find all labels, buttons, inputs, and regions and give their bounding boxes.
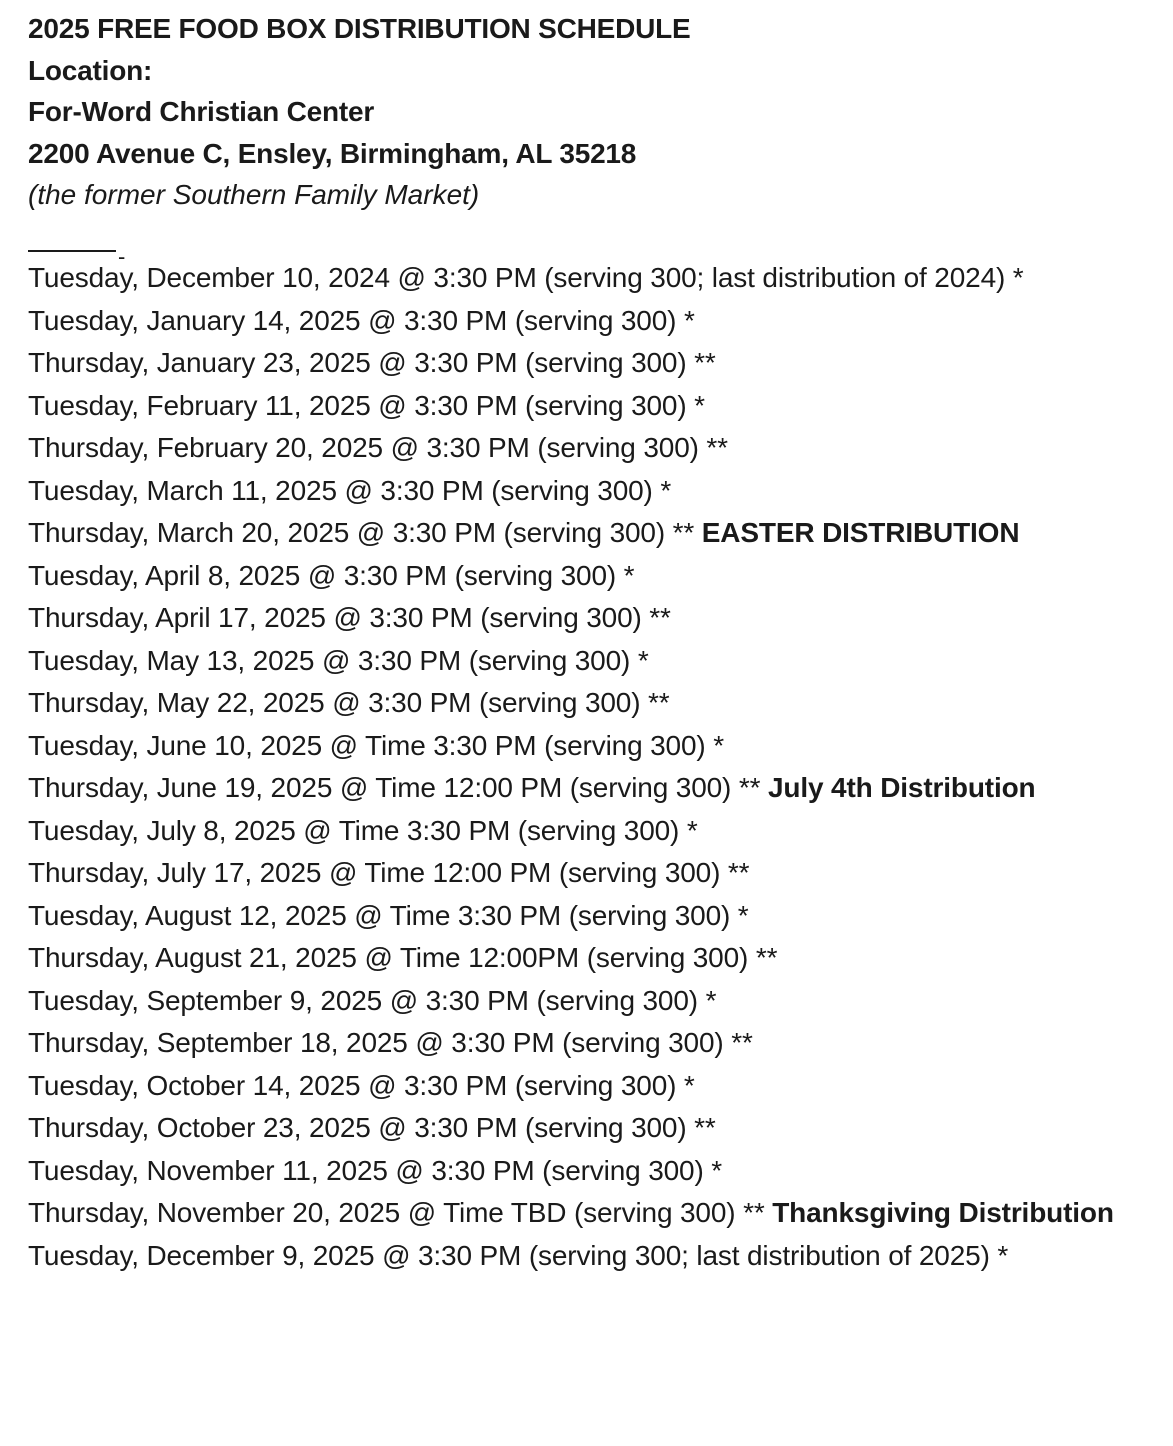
- distribution-list: [28, 257, 1170, 1277]
- venue-address: 2200 Avenue C, Ensley, Birmingham, AL 35218: [28, 137, 637, 169]
- distribution-entry: [28, 810, 1170, 853]
- separator-rule: [28, 216, 1170, 269]
- distribution-entry: [28, 512, 1170, 555]
- entry-date-text: Tuesday, September 9, 2025 @ 3:30 PM (serving 300) *: [28, 984, 717, 1016]
- entry-date-text: Tuesday, April 8, 2025 @ 3:30 PM (serving 300) *: [28, 559, 635, 591]
- entry-date-text: Tuesday, December 10, 2024 @ 3:30 PM (serving 300; last distribution of 2024) *: [28, 262, 1024, 293]
- entry-date-text: Tuesday, June 10, 2025 @ Time 3:30 PM (serving 300) *: [28, 729, 724, 761]
- distribution-entry: [28, 895, 1170, 938]
- distribution-entry: [28, 257, 1170, 300]
- entry-date-text: Tuesday, November 11, 2025 @ 3:30 PM (serving 300) *: [28, 1154, 723, 1186]
- distribution-entry: [28, 1192, 1170, 1235]
- venue-name: For-Word Christian Center: [28, 96, 375, 127]
- distribution-entry: [28, 767, 1170, 810]
- entry-date-text: Thursday, November 20, 2025 @ Time TBD (serving 300) **: [28, 1197, 765, 1228]
- distribution-entry: [28, 385, 1170, 428]
- distribution-entry: [28, 725, 1170, 768]
- entry-date-text: Tuesday, July 8, 2025 @ Time 3:30 PM (serving 300) *: [28, 814, 698, 846]
- distribution-entry: [28, 980, 1170, 1023]
- schedule-document: [28, 8, 1170, 1277]
- entry-date-text: Tuesday, February 11, 2025 @ 3:30 PM (serving 300) *: [28, 389, 705, 421]
- distribution-entry: [28, 427, 1170, 470]
- venue-former-name: (the former Southern Family Market): [28, 179, 480, 210]
- entry-date-text: Tuesday, December 9, 2025 @ 3:30 PM (serving 300; last distribution of 2025) *: [28, 1239, 1009, 1271]
- entry-date-text: Thursday, February 20, 2025 @ 3:30 PM (serving 300) **: [28, 432, 728, 463]
- entry-date-text: Thursday, January 23, 2025 @ 3:30 PM (serving 300) **: [28, 347, 716, 378]
- entry-date-text: Tuesday, August 12, 2025 @ Time 3:30 PM (serving 300) *: [28, 899, 749, 931]
- entry-date-text: Tuesday, March 11, 2025 @ 3:30 PM (serving 300) *: [28, 474, 672, 506]
- entry-date-text: Thursday, May 22, 2025 @ 3:30 PM (serving 300) **: [28, 687, 670, 718]
- distribution-entry: [28, 1150, 1170, 1193]
- entry-date-text: Thursday, July 17, 2025 @ Time 12:00 PM (serving 300) **: [28, 857, 750, 888]
- entry-date-text: Thursday, June 19, 2025 @ Time 12:00 PM (serving 300) **: [28, 772, 761, 803]
- distribution-entry: [28, 597, 1170, 640]
- entry-date-text: Thursday, April 17, 2025 @ 3:30 PM (serving 300) **: [28, 602, 671, 633]
- schedule-title: 2025 FREE FOOD BOX DISTRIBUTION SCHEDULE: [28, 13, 691, 44]
- location-label: Location:: [28, 54, 153, 86]
- separator-line: [28, 250, 116, 252]
- entry-date-text: Thursday, October 23, 2025 @ 3:30 PM (serving 300) **: [28, 1112, 716, 1143]
- distribution-entry: [28, 640, 1170, 683]
- separator-mark: -: [118, 243, 126, 269]
- distribution-entry: [28, 682, 1170, 725]
- entry-special-note: Thanksgiving Distribution: [772, 1197, 1114, 1228]
- entry-date-text: Thursday, September 18, 2025 @ 3:30 PM (serving 300) **: [28, 1027, 753, 1058]
- distribution-entry: [28, 1065, 1170, 1108]
- distribution-entry: [28, 852, 1170, 895]
- entry-date-text: Thursday, March 20, 2025 @ 3:30 PM (serving 300) **: [28, 517, 695, 548]
- distribution-entry: [28, 342, 1170, 385]
- entry-special-note: EASTER DISTRIBUTION: [701, 517, 1020, 548]
- entry-date-text: Tuesday, January 14, 2025 @ 3:30 PM (serving 300) *: [28, 304, 695, 336]
- entry-date-text: Thursday, August 21, 2025 @ Time 12:00PM (serving 300) **: [28, 942, 778, 973]
- distribution-entry: [28, 555, 1170, 598]
- entry-date-text: Tuesday, October 14, 2025 @ 3:30 PM (serving 300) *: [28, 1069, 695, 1101]
- distribution-entry: [28, 470, 1170, 513]
- distribution-entry: [28, 937, 1170, 980]
- distribution-entry: [28, 1235, 1170, 1278]
- distribution-entry: [28, 1022, 1170, 1065]
- entry-date-text: Tuesday, May 13, 2025 @ 3:30 PM (serving 300) *: [28, 644, 649, 676]
- distribution-entry: [28, 1107, 1170, 1150]
- distribution-entry: [28, 300, 1170, 343]
- entry-special-note: July 4th Distribution: [767, 772, 1036, 803]
